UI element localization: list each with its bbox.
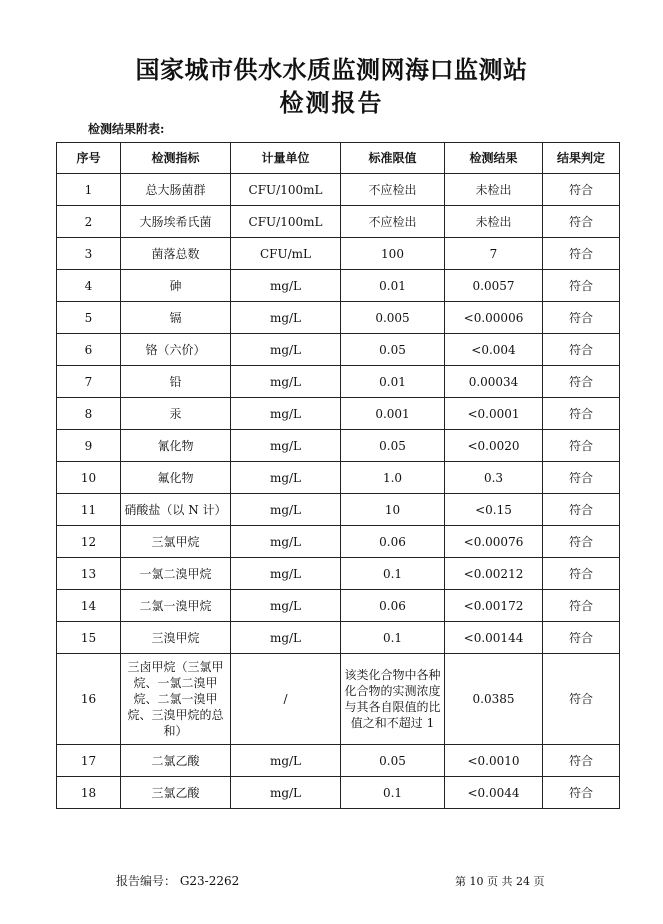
- table-row: [57, 206, 620, 238]
- cell-no: 17: [57, 745, 121, 777]
- cell-verdict: 符合: [543, 334, 620, 366]
- cell-verdict: 符合: [543, 494, 620, 526]
- cell-unit: mg/L: [231, 494, 341, 526]
- cell-no: 14: [57, 590, 121, 622]
- cell-unit: mg/L: [231, 526, 341, 558]
- cell-no: 18: [57, 777, 121, 809]
- table-row: [57, 238, 620, 270]
- cell-limit: 0.06: [341, 526, 445, 558]
- page-indicator: 第 10 页 共 24 页: [455, 875, 545, 888]
- cell-limit: 0.1: [341, 622, 445, 654]
- cell-limit: 不应检出: [341, 174, 445, 206]
- cell-result: <0.00212: [445, 558, 543, 590]
- cell-limit: 0.1: [341, 777, 445, 809]
- cell-result: <0.00076: [445, 526, 543, 558]
- cell-unit: mg/L: [231, 558, 341, 590]
- cell-verdict: 符合: [543, 270, 620, 302]
- column-header-no: 序号: [57, 143, 121, 174]
- cell-unit: mg/L: [231, 590, 341, 622]
- cell-result: <0.0044: [445, 777, 543, 809]
- table-row: [57, 398, 620, 430]
- cell-result: <0.00144: [445, 622, 543, 654]
- cell-item: 三氯甲烷: [121, 526, 231, 558]
- cell-no: 9: [57, 430, 121, 462]
- cell-no: 8: [57, 398, 121, 430]
- cell-item: 总大肠菌群: [121, 174, 231, 206]
- cell-result: <0.00006: [445, 302, 543, 334]
- cell-result: <0.0001: [445, 398, 543, 430]
- cell-limit: 0.01: [341, 366, 445, 398]
- cell-verdict: 符合: [543, 366, 620, 398]
- table-row: [57, 526, 620, 558]
- cell-limit: 0.05: [341, 334, 445, 366]
- cell-no: 1: [57, 174, 121, 206]
- cell-item: 大肠埃希氏菌: [121, 206, 231, 238]
- cell-limit: 10: [341, 494, 445, 526]
- cell-verdict: 符合: [543, 174, 620, 206]
- cell-result: 7: [445, 238, 543, 270]
- table-row: [57, 622, 620, 654]
- cell-result: 0.0057: [445, 270, 543, 302]
- report-subtitle: 检测报告: [279, 88, 384, 117]
- cell-verdict: 符合: [543, 398, 620, 430]
- column-header-unit: 计量单位: [231, 143, 341, 174]
- cell-verdict: 符合: [543, 590, 620, 622]
- cell-verdict: 符合: [543, 462, 620, 494]
- cell-result: <0.15: [445, 494, 543, 526]
- cell-limit: 0.001: [341, 398, 445, 430]
- cell-verdict: 符合: [543, 622, 620, 654]
- cell-limit: 0.01: [341, 270, 445, 302]
- cell-item: 镉: [121, 302, 231, 334]
- cell-item: 三溴甲烷: [121, 622, 231, 654]
- cell-unit: CFU/100mL: [231, 174, 341, 206]
- cell-item: 氟化物: [121, 462, 231, 494]
- cell-limit: 0.1: [341, 558, 445, 590]
- cell-unit: mg/L: [231, 622, 341, 654]
- cell-verdict: 符合: [543, 302, 620, 334]
- cell-item: 三卤甲烷（三氯甲烷、一氯二溴甲烷、二氯一溴甲烷、三溴甲烷的总和）: [121, 654, 231, 745]
- cell-no: 3: [57, 238, 121, 270]
- table-row: [57, 745, 620, 777]
- cell-unit: CFU/100mL: [231, 206, 341, 238]
- table-row: [57, 174, 620, 206]
- cell-unit: mg/L: [231, 366, 341, 398]
- cell-unit: mg/L: [231, 745, 341, 777]
- column-header-result: 检测结果: [445, 143, 543, 174]
- cell-no: 7: [57, 366, 121, 398]
- report-title: 国家城市供水水质监测网海口监测站: [135, 55, 528, 84]
- cell-verdict: 符合: [543, 745, 620, 777]
- table-row: [57, 558, 620, 590]
- table-row: [57, 590, 620, 622]
- cell-unit: mg/L: [231, 398, 341, 430]
- attachment-label: 检测结果附表:: [88, 122, 165, 136]
- cell-item: 汞: [121, 398, 231, 430]
- results-table: [56, 142, 620, 809]
- cell-limit: 0.05: [341, 430, 445, 462]
- table-row: [57, 270, 620, 302]
- cell-result: 未检出: [445, 174, 543, 206]
- cell-item: 三氯乙酸: [121, 777, 231, 809]
- cell-unit: mg/L: [231, 777, 341, 809]
- cell-no: 4: [57, 270, 121, 302]
- cell-item: 二氯一溴甲烷: [121, 590, 231, 622]
- report-number: 报告编号： G23-2262: [116, 874, 240, 888]
- cell-item: 二氯乙酸: [121, 745, 231, 777]
- cell-unit: mg/L: [231, 430, 341, 462]
- cell-no: 6: [57, 334, 121, 366]
- cell-result: <0.0010: [445, 745, 543, 777]
- cell-item: 铅: [121, 366, 231, 398]
- column-header-verdict: 结果判定: [543, 143, 620, 174]
- cell-item: 菌落总数: [121, 238, 231, 270]
- cell-limit: 1.0: [341, 462, 445, 494]
- cell-limit: 0.005: [341, 302, 445, 334]
- column-header-limit: 标准限值: [341, 143, 445, 174]
- table-row: [57, 366, 620, 398]
- cell-result: 0.00034: [445, 366, 543, 398]
- cell-unit: mg/L: [231, 462, 341, 494]
- cell-item: 砷: [121, 270, 231, 302]
- cell-verdict: 符合: [543, 238, 620, 270]
- cell-unit: /: [231, 654, 341, 745]
- cell-limit: 该类化合物中各种化合物的实测浓度与其各自限值的比值之和不超过 1: [341, 654, 445, 745]
- cell-result: <0.00172: [445, 590, 543, 622]
- cell-no: 2: [57, 206, 121, 238]
- cell-verdict: 符合: [543, 430, 620, 462]
- cell-result: 未检出: [445, 206, 543, 238]
- cell-result: 0.3: [445, 462, 543, 494]
- cell-unit: mg/L: [231, 302, 341, 334]
- cell-verdict: 符合: [543, 777, 620, 809]
- cell-item: 氰化物: [121, 430, 231, 462]
- cell-no: 13: [57, 558, 121, 590]
- cell-no: 12: [57, 526, 121, 558]
- cell-verdict: 符合: [543, 526, 620, 558]
- cell-limit: 0.06: [341, 590, 445, 622]
- table-row: [57, 430, 620, 462]
- table-body: [57, 174, 620, 809]
- cell-limit: 100: [341, 238, 445, 270]
- table-row: [57, 494, 620, 526]
- cell-result: <0.0020: [445, 430, 543, 462]
- table-row: [57, 334, 620, 366]
- table-row: [57, 462, 620, 494]
- cell-limit: 不应检出: [341, 206, 445, 238]
- table-row: [57, 777, 620, 809]
- cell-unit: CFU/mL: [231, 238, 341, 270]
- table-row: [57, 302, 620, 334]
- cell-result: <0.004: [445, 334, 543, 366]
- cell-no: 15: [57, 622, 121, 654]
- cell-verdict: 符合: [543, 206, 620, 238]
- cell-no: 5: [57, 302, 121, 334]
- cell-no: 10: [57, 462, 121, 494]
- cell-verdict: 符合: [543, 654, 620, 745]
- cell-no: 16: [57, 654, 121, 745]
- table-header-row: [57, 143, 620, 174]
- cell-unit: mg/L: [231, 334, 341, 366]
- cell-limit: 0.05: [341, 745, 445, 777]
- cell-no: 11: [57, 494, 121, 526]
- cell-item: 一氯二溴甲烷: [121, 558, 231, 590]
- column-header-item: 检测指标: [121, 143, 231, 174]
- cell-unit: mg/L: [231, 270, 341, 302]
- cell-result: 0.0385: [445, 654, 543, 745]
- cell-verdict: 符合: [543, 558, 620, 590]
- cell-item: 硝酸盐（以 N 计）: [121, 494, 231, 526]
- table-row: [57, 654, 620, 745]
- cell-item: 铬（六价）: [121, 334, 231, 366]
